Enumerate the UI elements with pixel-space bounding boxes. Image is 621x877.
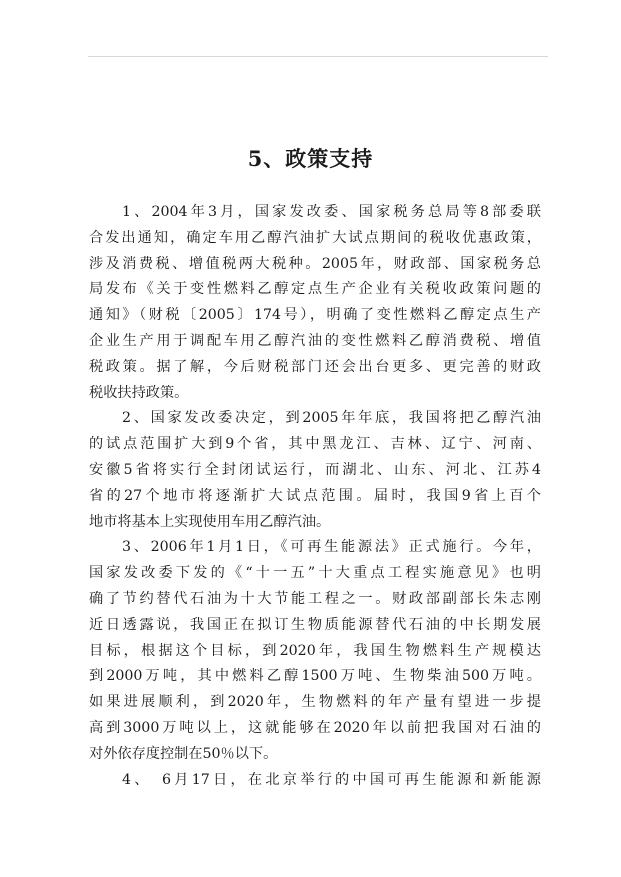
text-line: 目标，根据这个目标，到2020年，我国生物燃料生产规模达 — [89, 642, 541, 659]
text-line: 4、 6月17日，在北京举行的中国可再生能源和新能源 — [122, 771, 541, 788]
body-text — [89, 200, 541, 793]
text-line: 高到3000万吨以上，这就能够在2020年以前把我国对石油的 — [89, 719, 541, 736]
text-line: 局发布《关于变性燃料乙醇定点生产企业有关税收政策问题的 — [89, 281, 541, 298]
text-line: 3、2006年1月1日，《可再生能源法》正式施行。今年， — [122, 539, 541, 556]
text-line: 到2000万吨，其中燃料乙醇1500万吨、生物柴油500万吨。 — [89, 668, 541, 685]
text-line: 确了节约替代石油为十大节能工程之一。财政部副部长朱志刚 — [89, 590, 541, 607]
text-line: 1、2004年3月，国家发改委、国家税务总局等8部委联 — [122, 204, 541, 220]
text-line: 安徽5省将实行全封闭试运行，而湖北、山东、河北、江苏4 — [89, 461, 541, 478]
text-line: 2、国家发改委决定，到2005年年底，我国将把乙醇汽油 — [122, 410, 541, 427]
text-line: 对外依存度控制在50％以下。 — [89, 745, 278, 762]
text-line: 合发出通知，确定车用乙醇汽油扩大试点期间的税收优惠政策， — [89, 229, 541, 246]
text-line: 企业生产用于调配车用乙醇汽油的变性燃料乙醇消费税、增值 — [89, 332, 541, 349]
text-line: 地市将基本上实现使用车用乙醇汽油。 — [89, 513, 331, 530]
text-line: 省的27个地市将逐渐扩大试点范围。届时，我国9省上百个 — [89, 487, 541, 504]
text-line: 国家发改委下发的《“十一五”十大重点工程实施意见》也明 — [89, 565, 541, 582]
text-line: 的试点范围扩大到9个省，其中黑龙江、吉林、辽宁、河南、 — [89, 436, 541, 453]
text-line: 税收扶持政策。 — [89, 384, 189, 401]
text-line: 通知》（财税〔2005〕174号），明确了变性燃料乙醇定点生产 — [89, 307, 541, 324]
header-rule — [88, 56, 548, 57]
text-line: 税政策。据了解，今后财税部门还会出台更多、更完善的财政 — [89, 358, 541, 375]
text-line: 近日透露说，我国正在拟订生物质能源替代石油的中长期发展 — [89, 616, 541, 633]
text-line: 涉及消费税、增值税两大税种。2005年，财政部、国家税务总 — [89, 255, 541, 272]
section-title: 5、政策支持 — [247, 146, 374, 171]
text-line: 如果进展顺利，到2020年，生物燃料的年产量有望进一步提 — [89, 694, 541, 711]
